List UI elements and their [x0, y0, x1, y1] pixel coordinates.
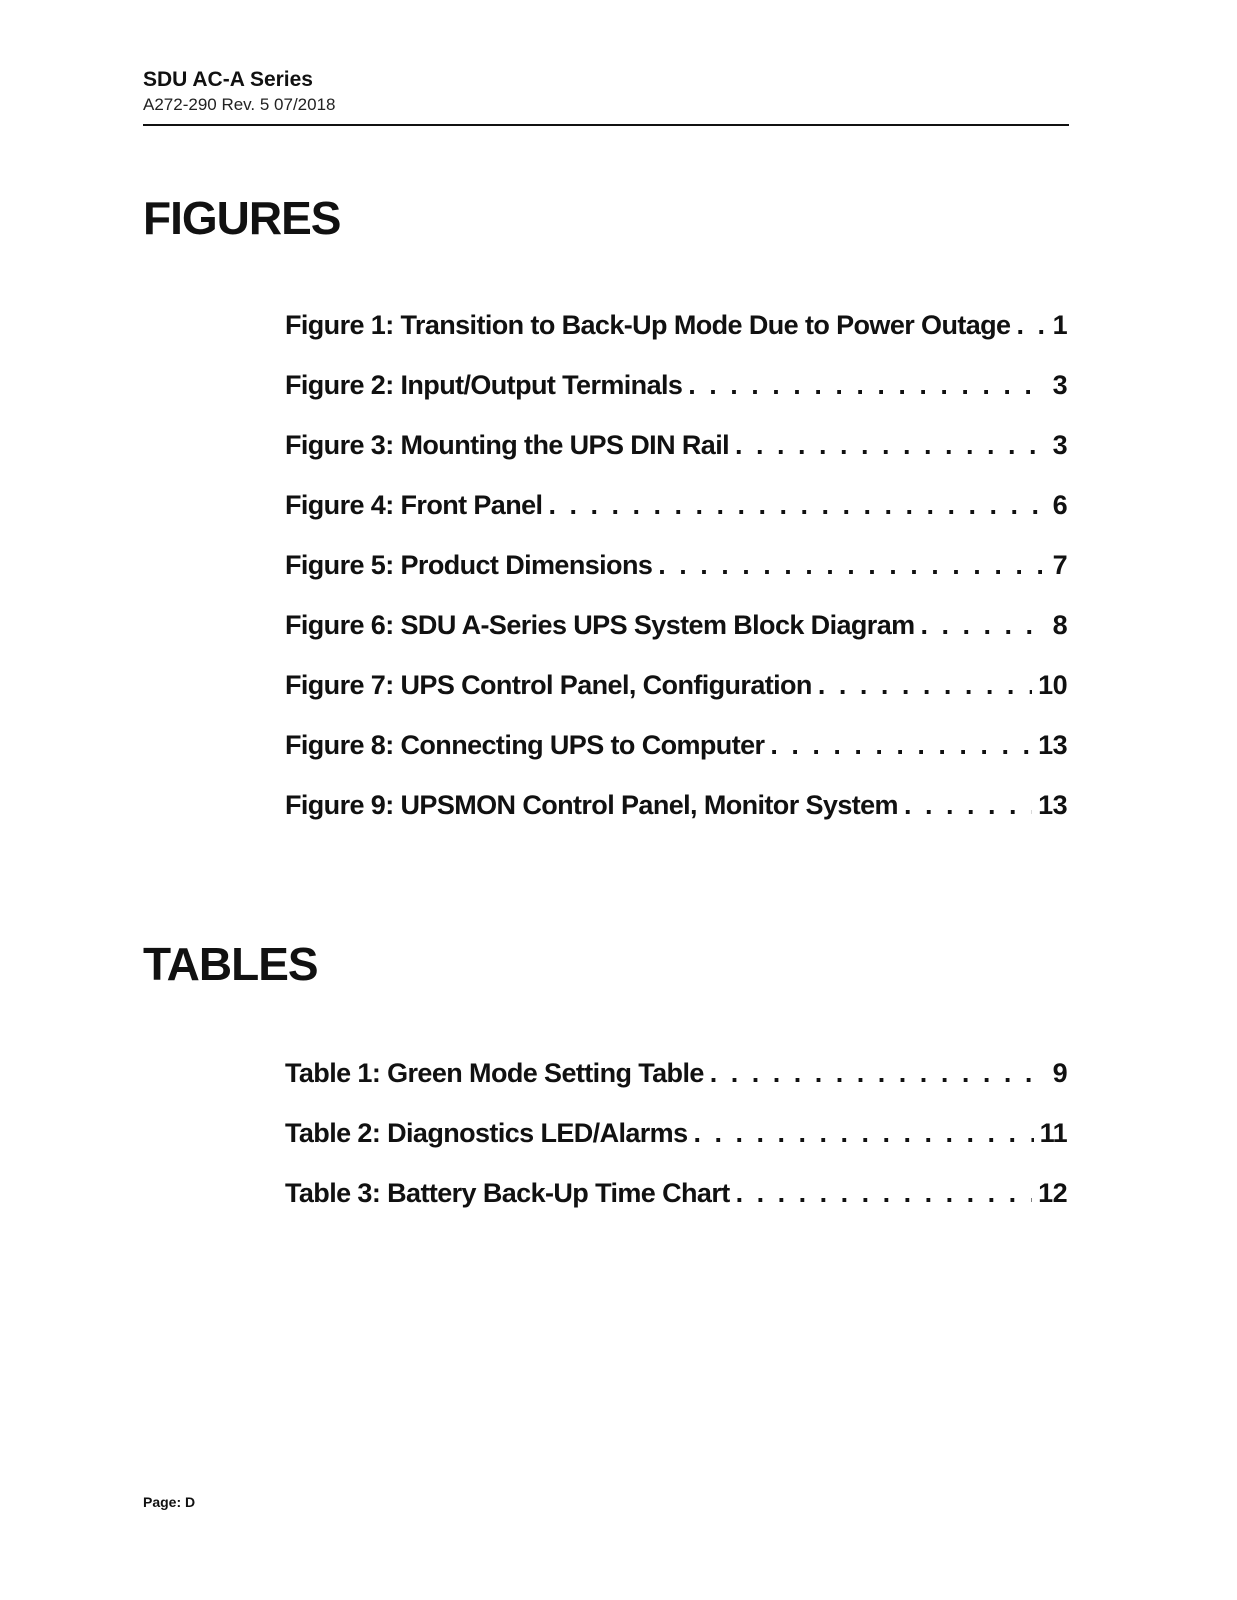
toc-entry-label: Figure 5: Product Dimensions — [285, 550, 653, 580]
toc-entry-page: 1 — [1052, 310, 1067, 340]
toc-entry-label: Figure 9: UPSMON Control Panel, Monitor System — [285, 790, 898, 820]
toc-entry-page: 7 — [1052, 550, 1067, 580]
toc-entry-page: 8 — [1052, 610, 1067, 640]
dot-leader — [1016, 310, 1046, 341]
dot-leader — [658, 550, 1046, 581]
toc-entry-label: Figure 4: Front Panel — [285, 490, 543, 520]
document-series-title: SDU AC-A Series — [143, 68, 313, 91]
toc-entry-page: 13 — [1038, 790, 1067, 820]
toc-entry-table-1[interactable] — [285, 1058, 1067, 1118]
dot-leader — [735, 430, 1047, 461]
dot-leader — [921, 610, 1047, 641]
toc-entry-page: 12 — [1038, 1178, 1067, 1208]
toc-entry-table-2[interactable] — [285, 1118, 1067, 1178]
toc-entry-figure-1[interactable] — [285, 310, 1067, 370]
toc-entry-figure-5[interactable] — [285, 550, 1067, 610]
header-divider — [143, 124, 1069, 126]
page-header — [143, 66, 1069, 116]
tables-heading: TABLES — [143, 938, 318, 990]
toc-entry-label: Table 2: Diagnostics LED/Alarms — [285, 1118, 688, 1148]
toc-entry-figure-3[interactable] — [285, 430, 1067, 490]
toc-entry-label: Table 1: Green Mode Setting Table — [285, 1058, 704, 1088]
page-number-footer: Page: D — [143, 1494, 196, 1510]
dot-leader — [770, 730, 1032, 761]
dot-leader — [904, 790, 1032, 821]
toc-entry-page: 6 — [1052, 490, 1067, 520]
tables-list — [285, 1058, 1067, 1238]
toc-entry-page: 9 — [1052, 1058, 1067, 1088]
toc-entry-table-3[interactable] — [285, 1178, 1067, 1238]
dot-leader — [818, 670, 1032, 701]
toc-entry-page: 3 — [1052, 430, 1067, 460]
dot-leader — [694, 1118, 1034, 1149]
toc-entry-figure-2[interactable] — [285, 370, 1067, 430]
toc-entry-figure-7[interactable] — [285, 670, 1067, 730]
toc-entry-label: Table 3: Battery Back-Up Time Chart — [285, 1178, 730, 1208]
dot-leader — [688, 370, 1046, 401]
document-revision: A272-290 Rev. 5 07/2018 — [143, 95, 336, 114]
toc-entry-label: Figure 8: Connecting UPS to Computer — [285, 730, 765, 760]
toc-entry-figure-6[interactable] — [285, 610, 1067, 670]
toc-entry-figure-4[interactable] — [285, 490, 1067, 550]
dot-leader — [736, 1178, 1033, 1209]
toc-entry-label: Figure 6: SDU A-Series UPS System Block Diagram — [285, 610, 915, 640]
dot-leader — [548, 490, 1046, 521]
dot-leader — [710, 1058, 1047, 1089]
toc-entry-page: 10 — [1038, 670, 1067, 700]
toc-entry-figure-8[interactable] — [285, 730, 1067, 790]
toc-entry-page: 13 — [1038, 730, 1067, 760]
figures-heading: FIGURES — [143, 192, 341, 244]
toc-entry-page: 11 — [1039, 1118, 1067, 1148]
figures-list — [285, 310, 1067, 850]
toc-entry-page: 3 — [1052, 370, 1067, 400]
toc-entry-figure-9[interactable] — [285, 790, 1067, 850]
toc-entry-label: Figure 1: Transition to Back-Up Mode Due to Power Outage — [285, 310, 1011, 340]
toc-entry-label: Figure 3: Mounting the UPS DIN Rail — [285, 430, 729, 460]
toc-entry-label: Figure 7: UPS Control Panel, Configuration — [285, 670, 812, 700]
toc-entry-label: Figure 2: Input/Output Terminals — [285, 370, 683, 400]
